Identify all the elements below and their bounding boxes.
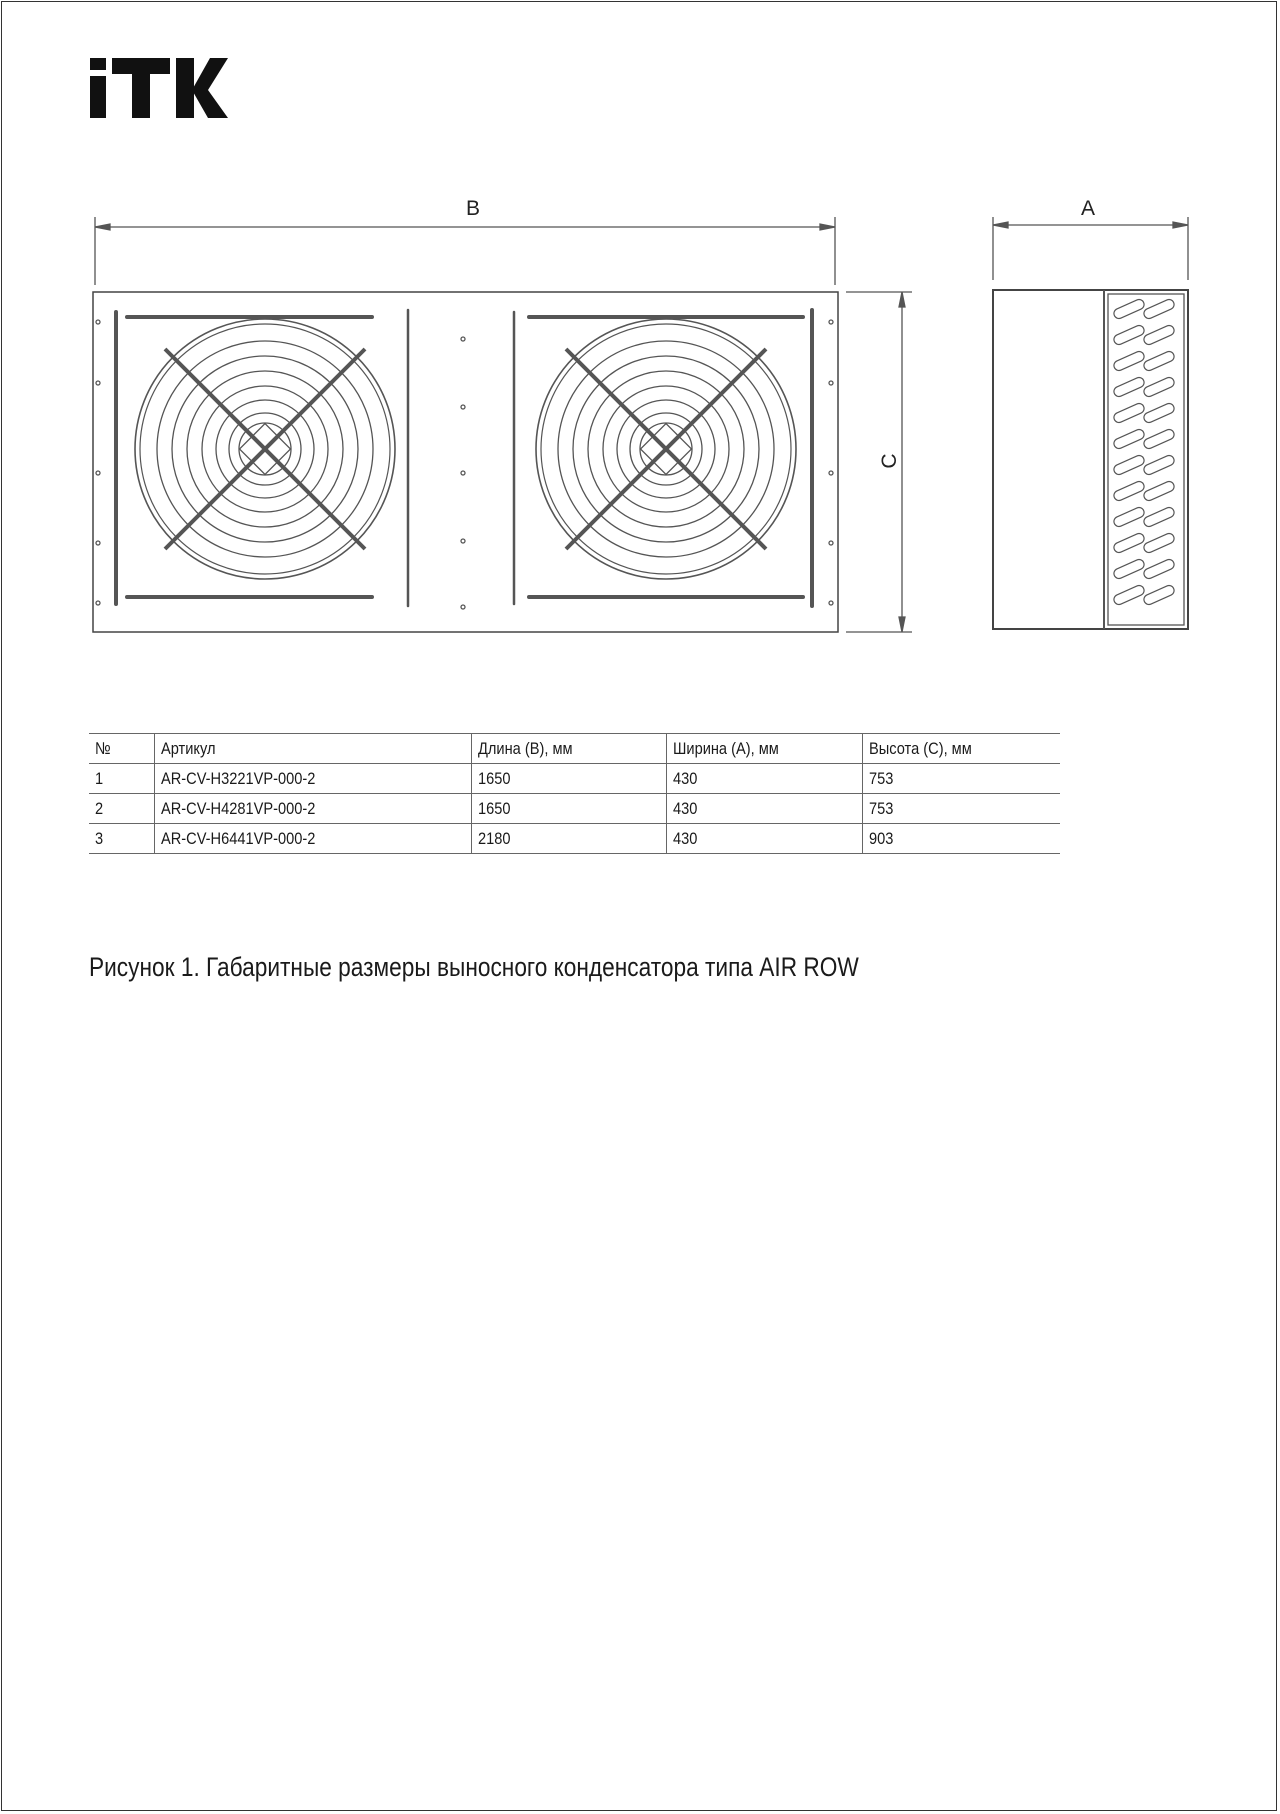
cell-article: AR-CV-H3221VP-000-2 bbox=[155, 764, 472, 794]
cell-width: 430 bbox=[666, 824, 862, 854]
cell-number: 2 bbox=[89, 794, 155, 824]
cell-length: 2180 bbox=[471, 824, 666, 854]
condenser-drawing bbox=[0, 180, 1280, 660]
header-number: № bbox=[89, 734, 155, 764]
cell-article: AR-CV-H6441VP-000-2 bbox=[155, 824, 472, 854]
dimension-a-label: A bbox=[1080, 197, 1096, 220]
itk-logo bbox=[88, 56, 228, 120]
cell-article: AR-CV-H4281VP-000-2 bbox=[155, 794, 472, 824]
cell-width: 430 bbox=[666, 794, 862, 824]
dimension-b-label: B bbox=[465, 197, 481, 220]
header-width: Ширина (A), мм bbox=[666, 734, 862, 764]
table-header-row bbox=[89, 734, 1060, 764]
table-row bbox=[89, 764, 1060, 794]
figure-caption: Рисунок 1. Габаритные размеры выносного конденсатора типа AIR ROW bbox=[89, 952, 859, 982]
cell-length: 1650 bbox=[471, 764, 666, 794]
cell-length: 1650 bbox=[471, 794, 666, 824]
cell-height: 753 bbox=[863, 794, 1060, 824]
cell-height: 903 bbox=[863, 824, 1060, 854]
header-height: Высота (C), мм bbox=[863, 734, 1060, 764]
table-row bbox=[89, 794, 1060, 824]
header-article: Артикул bbox=[155, 734, 472, 764]
cell-height: 753 bbox=[863, 764, 1060, 794]
dimension-c-label: C bbox=[878, 453, 901, 469]
header-length: Длина (B), мм bbox=[471, 734, 666, 764]
cell-number: 1 bbox=[89, 764, 155, 794]
table-row bbox=[89, 824, 1060, 854]
dimensions-table bbox=[89, 733, 1060, 854]
cell-number: 3 bbox=[89, 824, 155, 854]
cell-width: 430 bbox=[666, 764, 862, 794]
